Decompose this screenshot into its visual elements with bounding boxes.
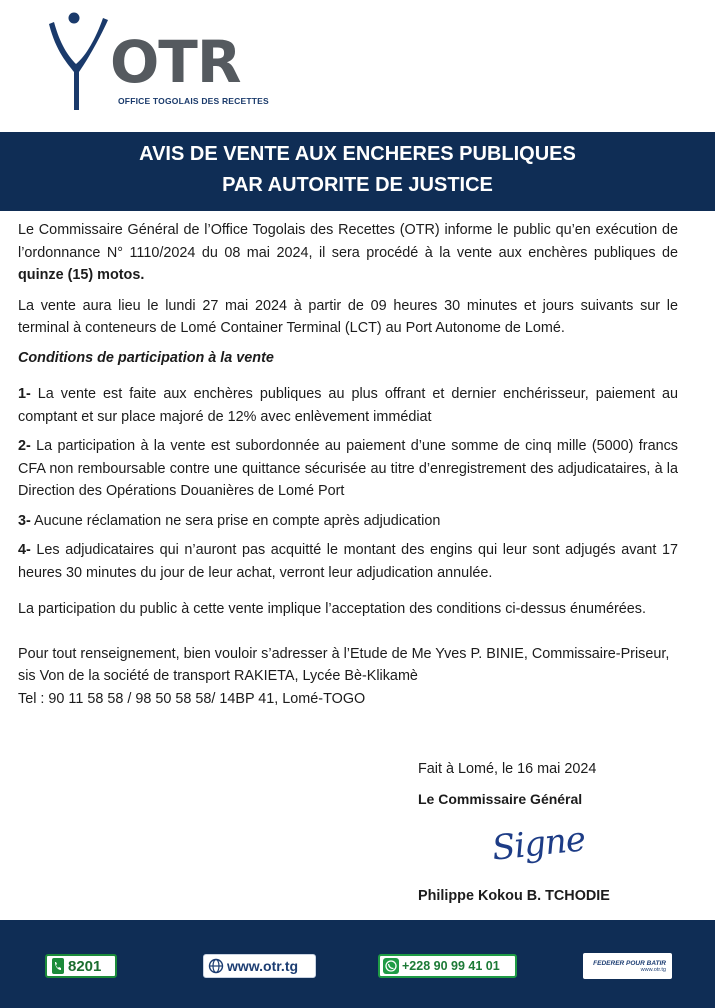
intro-paragraph xyxy=(18,219,678,287)
condition-number: 4- xyxy=(18,542,31,558)
signature-script: Signe xyxy=(490,819,587,869)
notice-body xyxy=(18,219,678,710)
logo-letters: OTR xyxy=(110,28,241,96)
condition-text: Les adjudicataires qui n’auront pas acquitté le montant des engins qui leur sont adjugés avant 17 heures 30 minutes du jour de leur achat, verront leur adjudication annulée. xyxy=(18,542,678,581)
signatory-title: Le Commissaire Général xyxy=(418,791,583,807)
slogan-badge xyxy=(583,953,672,979)
signature-block xyxy=(418,758,698,904)
slogan-site: www.otr.tg xyxy=(640,966,666,973)
condition-item xyxy=(18,510,678,533)
acceptance-paragraph: La participation du public à cette vente implique l’acceptation des conditions ci-dessus énumérées. xyxy=(18,601,646,617)
website-badge[interactable] xyxy=(203,954,316,978)
intro-bold: quinze (15) motos. xyxy=(18,267,145,283)
conditions-heading: Conditions de participation à la vente xyxy=(18,349,274,366)
condition-number: 3- xyxy=(18,512,31,529)
logo-subtitle: OFFICE TOGOLAIS DES RECETTES xyxy=(118,96,269,106)
condition-text: La participation à la vente est subordonnée au paiement d’une somme de cinq mille (5000) francs CFA non remboursable contre une quittance sécurisée au titre d’enregistrement des adjudicataires, à la Direction des Opérations Douanières de Lomé Port xyxy=(18,438,678,499)
otr-figure-icon xyxy=(46,12,116,112)
intro-text: Le Commissaire Général de l’Office Togolais des Recettes (OTR) informe le public qu’en exécution de l’ordonnance N° 1110/2024 du 08 mai 2024, il sera procédé à la vente aux enchères publiques de xyxy=(18,222,678,261)
slogan-text: FEDERER POUR BATIR xyxy=(593,959,666,967)
sale-date-paragraph: La vente aura lieu le lundi 27 mai 2024 à partir de 09 heures 30 minutes et jours suivants sur le terminal à conteneurs de Lomé Container Terminal (LCT) au Port Autonome de Lomé. xyxy=(18,297,678,336)
condition-text: La vente est faite aux enchères publiques au plus offrant et dernier enchérisseur, paiement au comptant et sur place majoré de 12% avec enlèvement immédiat xyxy=(18,386,678,425)
phone-number: 8201 xyxy=(68,957,102,975)
title-line-1: AVIS DE VENTE AUX ENCHERES PUBLIQUES xyxy=(139,143,576,165)
title-banner xyxy=(0,132,715,211)
condition-item xyxy=(18,383,678,428)
otr-logo xyxy=(46,12,269,112)
signatory-name: Philippe Kokou B. TCHODIE xyxy=(418,888,610,904)
footer-bar xyxy=(0,920,715,1008)
condition-number: 2- xyxy=(18,438,31,454)
website-url: www.otr.tg xyxy=(227,958,299,974)
contact-phones: Tel : 90 11 58 58 / 98 50 58 58/ 14BP 41, Lomé-TOGO xyxy=(18,690,366,707)
condition-item xyxy=(18,435,678,503)
whatsapp-icon xyxy=(383,958,399,974)
whatsapp-badge[interactable] xyxy=(378,954,517,978)
phone-icon xyxy=(51,958,65,974)
condition-item xyxy=(18,539,678,584)
handwritten-signature xyxy=(490,819,592,882)
condition-text: Aucune réclamation ne sera prise en compte après adjudication xyxy=(30,512,441,529)
place-date: Fait à Lomé, le 16 mai 2024 xyxy=(418,761,597,777)
condition-number: 1- xyxy=(18,386,31,402)
globe-icon xyxy=(208,958,224,974)
title-line-2: PAR AUTORITE DE JUSTICE xyxy=(222,174,493,196)
contact-paragraph xyxy=(18,643,678,711)
contact-address: Pour tout renseignement, bien vouloir s’adresser à l’Etude de Me Yves P. BINIE, Commissaire-Priseur, sis Von de la société de transport RAKIETA, Lycée Bè-Klikamè xyxy=(18,645,670,684)
whatsapp-number: +228 90 99 41 01 xyxy=(402,959,500,973)
phone-badge[interactable] xyxy=(45,954,117,978)
